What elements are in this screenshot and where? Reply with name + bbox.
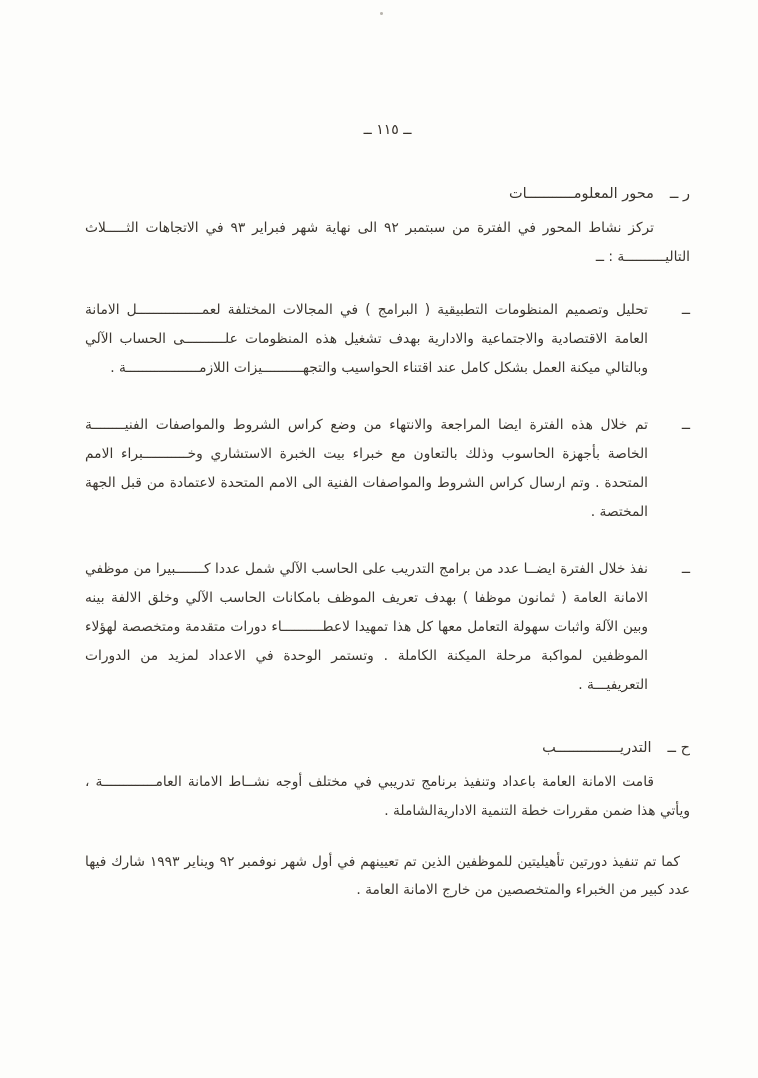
dash-bullet-icon: ــ [681,301,690,318]
dash-bullet-icon: ــ [681,560,690,577]
bullet-list [85,296,690,700]
bullet-text: نفذ خلال الفترة ايضــا عدد من برامج التدريب على الحاسب الآلي شمل عددا كـــــــبيرا من موظفي الامانة العامة ( ثمانون موظفا ) بهدف تعريف الموظف بامكانات الحاسب الآلي وخلق الالفة بينه وبين الآلة واثبات سهولة التعامل معها كل هذا تمهيدا لاعطــــــــــاء دورات متقدمة ومتخصصة لهؤلاء الموظفين لمواكبة مرحلة الميكنة الكاملة . وتستمر الوحدة في الاعداد لمزيد من الدورات التعريفيـــة . [85,560,648,693]
section-heading: محور المعلومـــــــــــات [508,186,654,202]
section-marker: ح ــ [667,739,690,756]
bullet-item [85,555,690,700]
bullet-item [85,411,690,527]
bullet-item [85,296,690,383]
intro-paragraph: تركز نشاط المحور في الفترة من سبتمبر ٩٢ الى نهاية شهر فبراير ٩٣ في الاتجاهات الثـــــلاث التاليــــــــــة : ــ [85,220,690,265]
paragraph: قامت الامانة العامة باعداد وتنفيذ برنامج تدريبي في مختلف أوجه نشــاط الامانة العامـــــــــــــة ، ويأتي هذا ضمن مقررات خطة التنمية الاداريةالشاملة . [85,773,690,819]
dash-bullet-icon: ــ [681,416,690,433]
page-number: ــ ١١٥ ــ [363,122,412,138]
section-information-axis [85,186,690,700]
paragraph: كما تم تنفيذ دورتين تأهيليتين للموظفين الذين تم تعيينهم في أول شهر نوفمبر ٩٢ ويناير ١٩٩٣ شارك فيها عدد كبير من الخبراء والمتخصصين من خارج الامانة العامة . [85,853,690,899]
section-heading-row [85,186,690,202]
bullet-text: تحليل وتصميم المنظومات التطبيقية ( البرامج ) في المجالات المختلفة لعمــــــــــــــــل الامانة العامة الاقتصادية والاجتماعية والادارية بهدف تشغيل هذه المنظومات علــــــــــى الحساب الآلي وبالتالي ميكنة العمل بشكل كامل عند اقتناء الحواسيب والتجهــــــــــيزات اللازمــــــــــــــــــة . [85,301,648,376]
section-heading: التدريـــــــــــــــب [542,739,652,756]
scan-artifact-dot [380,12,383,15]
bullet-text: تم خلال هذه الفترة ايضا المراجعة والانتهاء من وضع كراس الشروط والمواصفات الفنيــــــــة الخاصة بأجهزة الحاسوب وذلك بالتعاون مع خبراء بيت الخبرة الاستشاري وخـــــــــــبراء الامم المتحدة . وتم ارسال كراس الشروط والمواصفات الفنية الى الامم المتحدة لاعتمادة من قبل الجهة المختصة . [85,416,648,520]
section-marker: ر ــ [669,186,690,202]
section-training [85,740,690,906]
section-heading-row [85,740,690,756]
